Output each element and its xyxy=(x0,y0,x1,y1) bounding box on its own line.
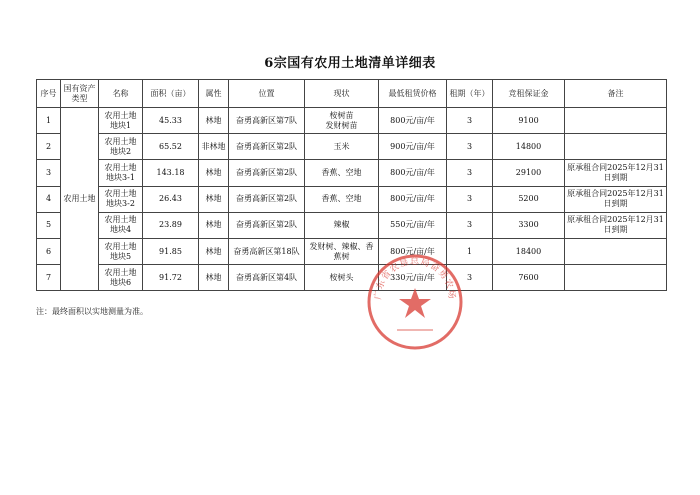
official-seal xyxy=(365,252,465,352)
status-cell: 玉米 xyxy=(305,134,379,160)
table-row xyxy=(37,238,667,264)
col-header: 租期（年） xyxy=(447,80,493,108)
term-cell: 3 xyxy=(447,160,493,186)
table-row xyxy=(37,265,667,291)
status-cell: 香蕉、空地 xyxy=(305,186,379,212)
term-cell: 3 xyxy=(447,186,493,212)
col-header: 备注 xyxy=(565,80,667,108)
note-cell: 原承租合同2025年12月31日到期 xyxy=(565,160,667,186)
attribute-cell: 林地 xyxy=(199,160,229,186)
col-header: 序号 xyxy=(37,80,61,108)
deposit-cell: 29100 xyxy=(493,160,565,186)
location-cell: 奋勇高新区第2队 xyxy=(229,186,305,212)
price-cell: 900元/亩/年 xyxy=(379,134,447,160)
area-cell: 91.72 xyxy=(143,265,199,291)
table-header-row xyxy=(37,80,667,108)
row-number: 6 xyxy=(37,238,61,264)
deposit-cell: 9100 xyxy=(493,108,565,134)
land-table xyxy=(36,79,667,291)
parcel-name: 农用土地地块3-2 xyxy=(99,186,143,212)
parcel-name: 农用土地地块6 xyxy=(99,265,143,291)
table-row xyxy=(37,160,667,186)
term-cell: 1 xyxy=(447,238,493,264)
status-cell: 桉树头 xyxy=(305,265,379,291)
attribute-cell: 林地 xyxy=(199,238,229,264)
footnote: 注：最终面积以实地测量为准。 xyxy=(36,307,148,316)
attribute-cell: 林地 xyxy=(199,212,229,238)
asset-type-cell: 农用土地 xyxy=(61,108,99,291)
table-row xyxy=(37,108,667,134)
table-row xyxy=(37,134,667,160)
status-cell: 发财树、辣椒、香蕉树 xyxy=(305,238,379,264)
area-cell: 143.18 xyxy=(143,160,199,186)
col-header: 位置 xyxy=(229,80,305,108)
deposit-cell: 5200 xyxy=(493,186,565,212)
term-cell: 3 xyxy=(447,265,493,291)
location-cell: 奋勇高新区第4队 xyxy=(229,265,305,291)
note-cell xyxy=(565,134,667,160)
parcel-name: 农用土地地块2 xyxy=(99,134,143,160)
price-cell: 800元/亩/年 xyxy=(379,108,447,134)
price-cell: 800元/亩/年 xyxy=(379,160,447,186)
table-row xyxy=(37,212,667,238)
parcel-name: 农用土地地块4 xyxy=(99,212,143,238)
price-cell: 550元/亩/年 xyxy=(379,212,447,238)
price-cell: 800元/亩/年 xyxy=(379,186,447,212)
note-cell: 原承租合同2025年12月31日到期 xyxy=(565,186,667,212)
col-header: 国有资产类型 xyxy=(61,80,99,108)
term-cell: 3 xyxy=(447,212,493,238)
page-title: 6宗国有农用土地清单详细表 xyxy=(264,56,436,71)
area-cell: 26.43 xyxy=(143,186,199,212)
status-cell: 香蕉、空地 xyxy=(305,160,379,186)
note-cell xyxy=(565,265,667,291)
area-cell: 91.85 xyxy=(143,238,199,264)
attribute-cell: 林地 xyxy=(199,265,229,291)
row-number: 2 xyxy=(37,134,61,160)
row-number: 1 xyxy=(37,108,61,134)
seal-star-icon xyxy=(399,288,431,318)
term-cell: 3 xyxy=(447,134,493,160)
location-cell: 奋勇高新区第2队 xyxy=(229,134,305,160)
parcel-name: 农用土地地块3-1 xyxy=(99,160,143,186)
col-header: 名称 xyxy=(99,80,143,108)
row-number: 5 xyxy=(37,212,61,238)
location-cell: 奋勇高新区第7队 xyxy=(229,108,305,134)
area-cell: 45.33 xyxy=(143,108,199,134)
deposit-cell: 7600 xyxy=(493,265,565,291)
location-cell: 奋勇高新区第2队 xyxy=(229,160,305,186)
note-cell xyxy=(565,108,667,134)
area-cell: 65.52 xyxy=(143,134,199,160)
attribute-cell: 非林地 xyxy=(199,134,229,160)
attribute-cell: 林地 xyxy=(199,108,229,134)
seal-text: 广东省农垦总局奋勇农场 xyxy=(373,257,457,301)
price-cell: 330元/亩/年 xyxy=(379,265,447,291)
col-header: 面积（亩） xyxy=(143,80,199,108)
note-cell: 原承租合同2025年12月31日到期 xyxy=(565,212,667,238)
status-cell: 辣椒 xyxy=(305,212,379,238)
location-cell: 奋勇高新区第2队 xyxy=(229,212,305,238)
location-cell: 奋勇高新区第18队 xyxy=(229,238,305,264)
seal-ring xyxy=(369,255,461,348)
term-cell: 3 xyxy=(447,108,493,134)
col-header: 竞租保证金 xyxy=(493,80,565,108)
parcel-name: 农用土地地块1 xyxy=(99,108,143,134)
col-header: 属性 xyxy=(199,80,229,108)
row-number: 4 xyxy=(37,186,61,212)
deposit-cell: 3300 xyxy=(493,212,565,238)
status-cell: 桉树苗 发财树苗 xyxy=(305,108,379,134)
price-cell: 800元/亩/年 xyxy=(379,238,447,264)
row-number: 7 xyxy=(37,265,61,291)
attribute-cell: 林地 xyxy=(199,186,229,212)
table-row xyxy=(37,186,667,212)
deposit-cell: 18400 xyxy=(493,238,565,264)
col-header: 最低租赁价格 xyxy=(379,80,447,108)
note-cell xyxy=(565,238,667,264)
deposit-cell: 14800 xyxy=(493,134,565,160)
col-header: 现状 xyxy=(305,80,379,108)
parcel-name: 农用土地地块5 xyxy=(99,238,143,264)
area-cell: 23.89 xyxy=(143,212,199,238)
row-number: 3 xyxy=(37,160,61,186)
